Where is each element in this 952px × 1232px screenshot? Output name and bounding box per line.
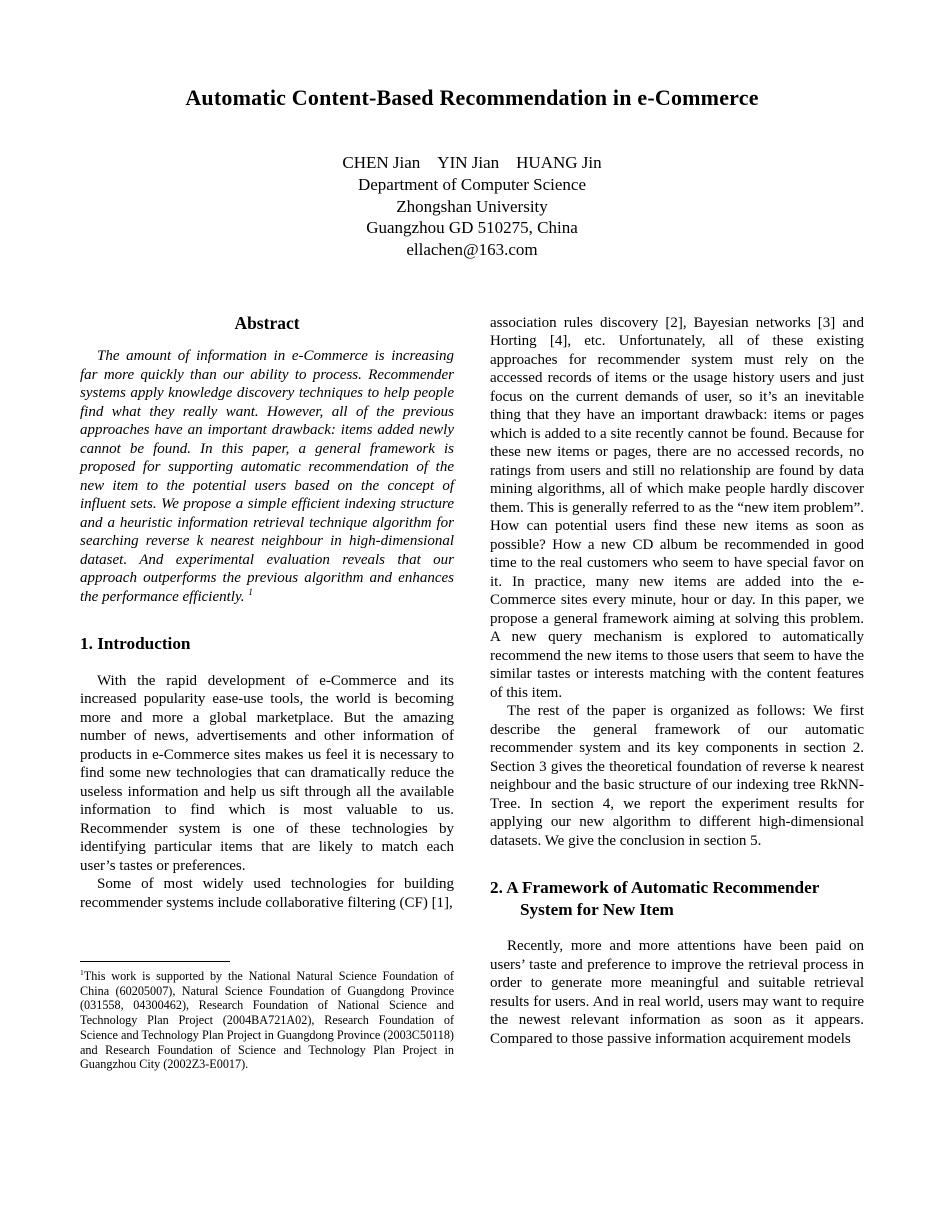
section-2-heading: 2. A Framework of Automatic Recommender System for New Item [490, 878, 820, 919]
abstract-text: The amount of information in e-Commerce is increasing far more quickly than our ability to process. Recommender systems apply knowledge discovery techniques to help people find what they really want. However, all of the previous approaches have an important drawback: items added newly cannot be found. In this paper, a general framework is proposed for supporting automatic recommendation of the new item to the potential users based on the concept of influent sets. We propose a simple efficient indexing structure and a heuristic information retrieval technique algorithm for searching reverse k nearest neighbour in high-dimensional dataset. And experimental evaluation reveals that our approach outperforms the previous algorithm and enhances the performance efficiently. [80, 348, 454, 605]
intro-paragraph-2: Some of most widely used technologies for building recommender systems include collaborative filtering (CF) [1], [80, 876, 454, 911]
authors-line: CHEN Jian YIN Jian HUANG Jin [342, 153, 602, 172]
left-column [80, 314, 454, 1072]
organization-paragraph: The rest of the paper is organized as follows: We first describe the general framework of our automatic recommender system and its key components in section 2. Section 3 gives the theoretical foundation of reverse k nearest neighbour and the basic structure of our indexing tree RkNN-Tree. In section 4, we report the experiment results for applying our new algorithm to different high-dimensional datasets. We give the conclusion in section 5. [490, 703, 864, 849]
abstract-heading: Abstract [234, 312, 300, 333]
footnote-text: This work is supported by the National Natural Science Foundation of China (60205007), Natural Science Foundation of Guangdong Province (031558, 04300462), Research Foundation of National Science and Technology Plan Project (2004BA721A02), Research Foundation of Science and Technology Plan Project in Guangdong Province (2003C50118) and Research Foundation of Science and Technology Plan Project in Guangzhou City (2002Z3-E0017). [80, 969, 454, 1072]
intro-paragraph-1: With the rapid development of e-Commerce and its increased popularity ease-use tools, the world is becoming more and more a global marketplace. But the amazing number of news, advertisements and other information of products in e-Commerce sites makes us feel it is necessary to find some new technologies that can dramatically reduce the useless information and help us sift through all the available information to find which is most valuable to us. Recommender system is one of these technologies by identifying particular items that are likely to match each user’s tastes or preferences. [80, 672, 454, 874]
paper-title: Automatic Content-Based Recommendation in e-Commerce [185, 85, 759, 110]
section-1-heading: 1. Introduction [80, 634, 191, 654]
affiliation-line-department: Department of Computer Science [357, 174, 586, 194]
right-column [490, 314, 864, 1072]
two-column-body [80, 314, 864, 1072]
affiliation-line-address: Guangzhou GD 510275, China [366, 218, 578, 238]
footnote-marker: 1 [80, 968, 84, 977]
continuation-paragraph: association rules discovery [2], Bayesian networks [3] and Horting [4], etc. Unfortunately, all of these existing approaches for recommender system must rely on the accessed records of items or the usage history users and just focus on the current demands of user, so it’s an inevitable thing that they have an important drawback: items or pages which is added to a site recently cannot be found. Because for these new items or pages, there are no accessed records, no ratings from users and still no relationship are found by data mining algorithms, all of which make people hardly discover them. This is generally referred to as the “new item problem”. How can potential users find these new items as soon as possible? How a new CD album be recommended in good time to the real customers who seem to have special favor on it. In practice, many new items are added into the e-Commerce sites every minute, hour or day. In this paper, we propose a general framework aiming at solving this problem. A new query mechanism is explored to automatically recommend the new items to those users that seem to have the similar tastes or interests matching with the content features of this item. [490, 314, 864, 701]
footnote-rule [80, 961, 230, 962]
email-line: ellachen@163.com [406, 240, 538, 260]
footnote [80, 969, 454, 1072]
authors-block [80, 152, 864, 261]
abstract-paragraph [80, 347, 454, 606]
footnote-block [80, 961, 454, 1072]
affiliation-line-university: Zhongshan University [396, 196, 548, 216]
abstract-footnote-marker: 1 [248, 587, 253, 598]
section-2-paragraph: Recently, more and more attentions have been paid on users’ taste and preference to improve the retrieval process in order to generate more meaningful and suitable retrieval results for users. And in real world, users may want to require the newest relevant information as soon as it appears. Compared to those passive information acquirement models [490, 938, 864, 1047]
